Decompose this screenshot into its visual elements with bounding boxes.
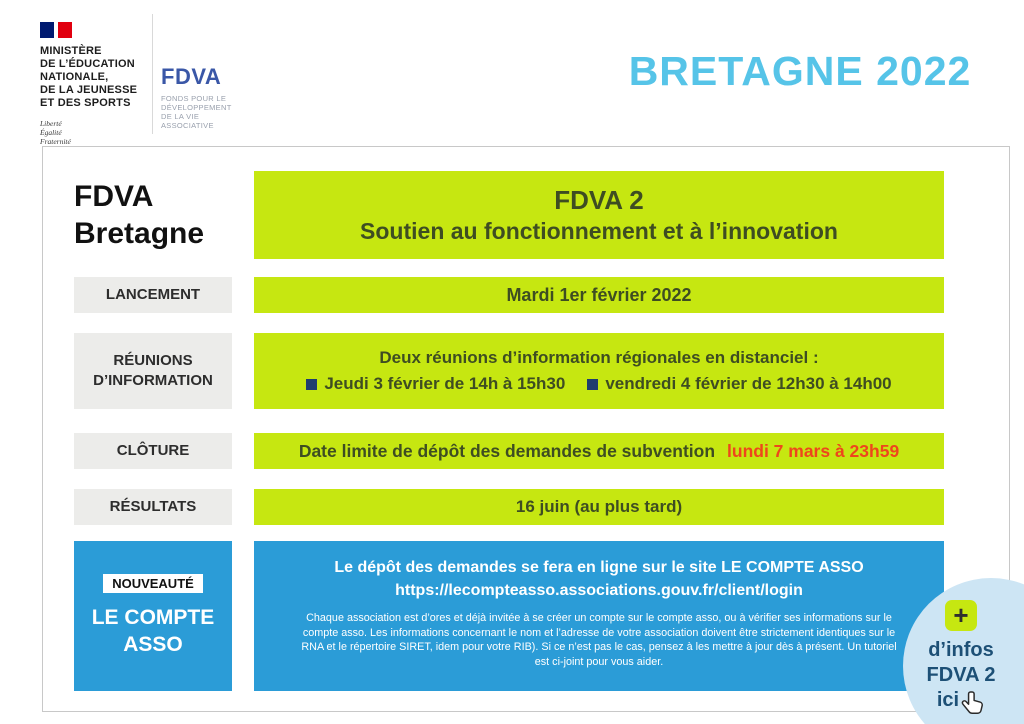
compte-asso-url-link[interactable]: https://lecompteasso.associations.gouv.fr/client/login	[395, 582, 803, 599]
session-item: Jeudi 3 février de 14h à 15h30	[306, 371, 565, 397]
ministry-motto: Liberté Égalité Fraternité	[40, 119, 71, 146]
card-title: FDVA Bretagne	[74, 180, 205, 250]
ministry-title-line: MINISTÈRE	[40, 45, 102, 57]
fdva2-title: FDVA 2	[554, 185, 644, 215]
fdva-logo	[161, 64, 232, 130]
label-lancement: LANCEMENT	[74, 277, 232, 313]
fdva2-subtitle: Soutien au fonctionnement et à l’innovation	[360, 218, 838, 244]
bubble-text-line: FDVA 2	[926, 664, 996, 686]
more-info-bubble[interactable]	[903, 578, 1024, 724]
ministry-title-line: ET DES SPORTS	[40, 97, 131, 109]
session-item: vendredi 4 février de 12h30 à 14h00	[587, 371, 891, 397]
bubble-text-line: d’infos	[928, 639, 994, 661]
schedule-card	[42, 146, 1010, 712]
plus-button[interactable]: +	[945, 600, 977, 631]
compte-asso-info	[254, 541, 944, 691]
ministry-title	[40, 45, 137, 110]
nouveaute-badge: NOUVEAUTÉ	[103, 574, 203, 593]
ministry-title-line: DE LA JEUNESSE	[40, 84, 138, 96]
hand-cursor-icon	[961, 690, 985, 718]
compte-asso-panel: NOUVEAUTÉ LE COMPTE ASSO	[74, 541, 232, 691]
label-cloture: CLÔTURE	[74, 433, 232, 469]
reunions-heading: Deux réunions d’information régionales en distanciel :	[379, 348, 819, 367]
reunions-sessions	[306, 371, 891, 397]
cloture-text: Date limite de dépôt des demandes de subvention	[298, 440, 716, 461]
bullet-square-icon	[587, 379, 598, 390]
fdva2-header	[254, 171, 944, 259]
logo-divider	[152, 14, 153, 134]
label-resultats: RÉSULTATS	[74, 489, 232, 525]
fdva-logo-subtitle: FONDS POUR LE DÉVELOPPEMENT DE LA VIE ASSOCIATIVE	[161, 94, 232, 130]
compte-asso-note: Chaque association est d’ores et déjà invitée à se créer un compte sur le compte asso, ou à vérifier ses informations sur le compte asso. Les informations concernant le nom et l’adresse de votre association doivent être strictement identiques sur le RNA et le répertoire SIRET, idem pour votre RIB). Si ce n’est pas le cas, pensez à les mettre à jour dès à présent. Un tutoriel est ci-joint pour vous aider.	[301, 612, 897, 668]
ministry-title-line: NATIONALE,	[40, 71, 109, 83]
cloture-value	[254, 433, 944, 469]
french-flag-icon	[40, 22, 137, 38]
lancement-value: Mardi 1er février 2022	[254, 277, 944, 313]
reunions-value	[254, 333, 944, 409]
bubble-text-line[interactable]: ici	[911, 688, 1011, 718]
ministry-title-line: DE L’ÉDUCATION	[40, 58, 135, 70]
resultats-value: 16 juin (au plus tard)	[254, 489, 944, 525]
region-title: BRETAGNE 2022	[628, 48, 972, 94]
label-reunions: RÉUNIONS D’INFORMATION	[74, 333, 232, 409]
ministry-logo	[40, 22, 137, 146]
compte-asso-headline: Le dépôt des demandes se fera en ligne sur le site LE COMPTE ASSO	[334, 559, 864, 576]
fdva-logo-name: FDVA	[161, 64, 222, 89]
bullet-square-icon	[306, 379, 317, 390]
cloture-deadline: lundi 7 mars à 23h59	[727, 440, 900, 461]
